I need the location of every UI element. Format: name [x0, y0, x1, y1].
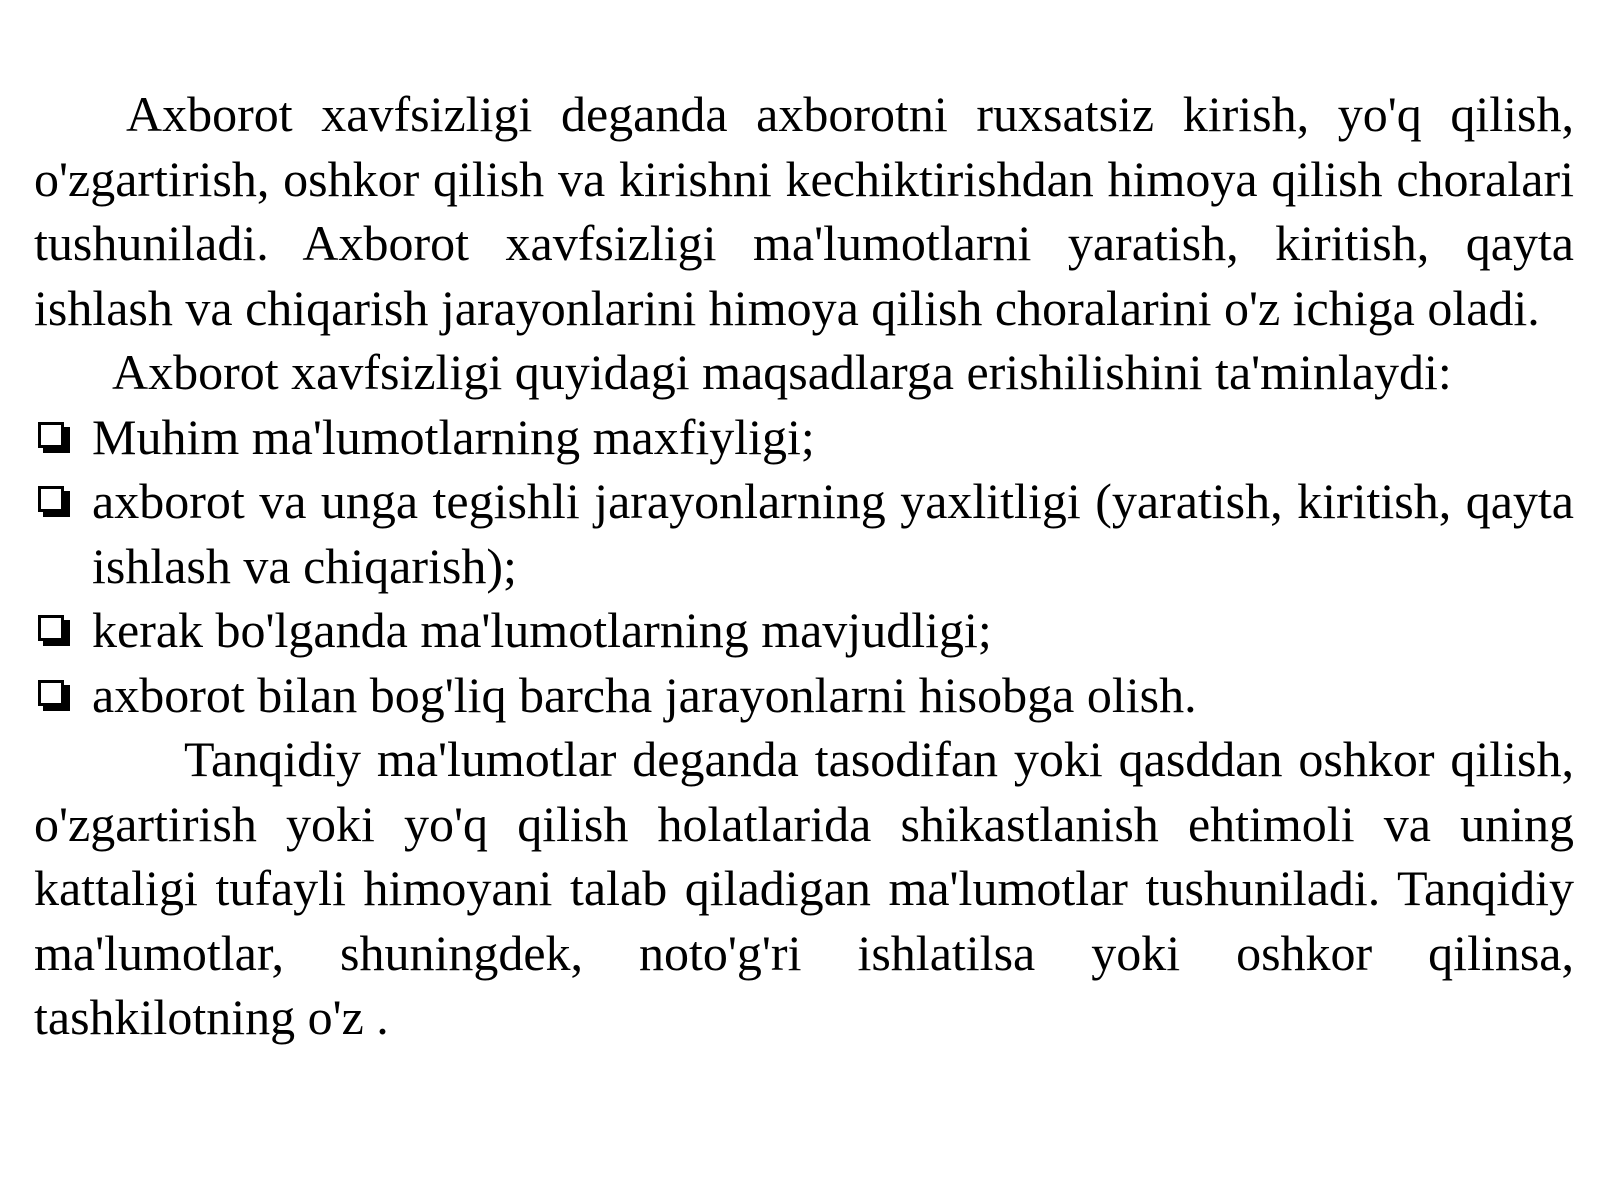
list-item-text: axborot bilan bog'liq barcha jarayonlarni hisobga olish. [92, 666, 1197, 723]
list-item [34, 405, 1574, 470]
list-item-text: axborot va unga tegishli jarayonlarning yaxlitligi (yaratish, kiritish, qayta ishlash va chiqarish); [92, 473, 1574, 594]
checkbox-square-icon [34, 663, 92, 728]
list-item-text: kerak bo'lganda ma'lumotlarning mavjudligi; [92, 602, 992, 658]
checkbox-square-icon [34, 469, 92, 534]
paragraph-critical-data: Tanqidiy ma'lumotlar deganda tasodifan yoki qasddan oshkor qilish, o'zgartirish yoki yo'q qilish holatlarida shikastlanish ehtimoli va uning kattaligi tufayli himoyani talab qiladigan ma'lumotlar tushuniladi. Tanqidiy ma'lumotlar, shuningdek, noto'g'ri ishlatilsa yoki oshkor qilinsa, tashkilotning o'z . [34, 731, 1574, 1045]
checkbox-square-icon [34, 598, 92, 663]
list-item [34, 663, 1574, 728]
checkbox-square-icon [34, 405, 92, 470]
list-item [34, 469, 1574, 598]
paragraph-definition: Axborot xavfsizligi deganda axborotni ruxsatsiz kirish, yo'q qilish, o'zgartirish, oshkor qilish va kirishni kechiktirishdan himoya qilish choralari tushuniladi. Axborot xavfsizligi ma'lumotlarni yaratish, kiritish, qayta ishlash va chiqarish jarayonlarini himoya qilish choralarini o'z ichiga oladi. [34, 86, 1574, 336]
list-item-text: Muhim ma'lumotlarning maxfiyligi; [92, 408, 815, 465]
goals-list [34, 405, 1574, 728]
list-item [34, 598, 1574, 663]
paragraph-goals-intro: Axborot xavfsizligi quyidagi maqsadlarga erishilishini ta'minlaydi: [112, 344, 1452, 400]
document-page [34, 82, 1574, 1050]
